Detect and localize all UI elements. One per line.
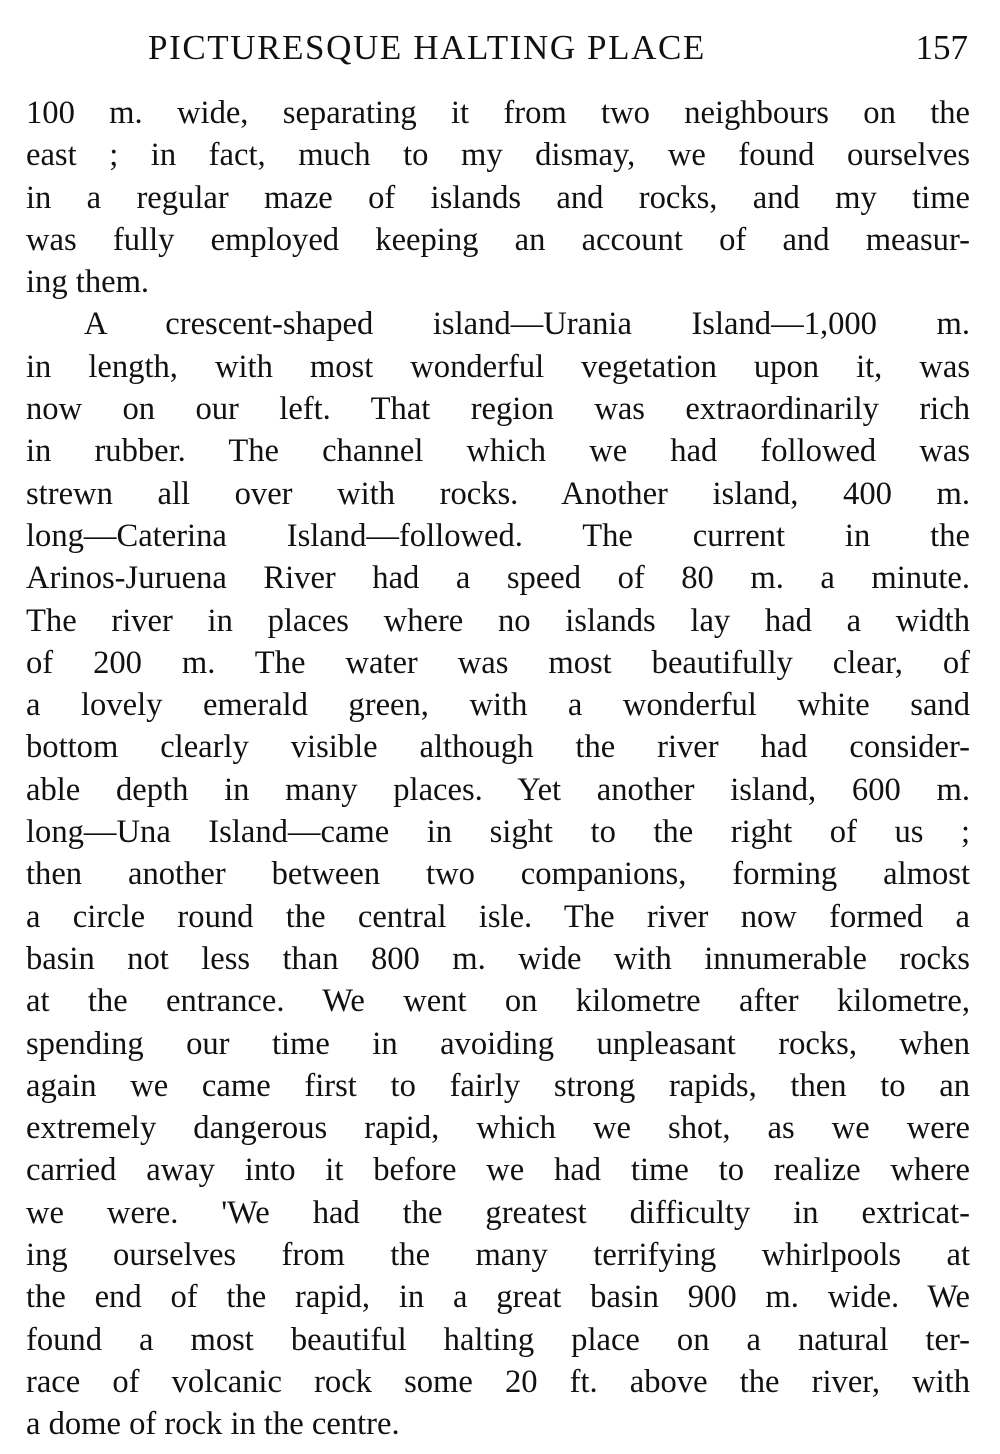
text-line: race of volcanic rock some 20 ft. above the river, with — [26, 1363, 970, 1400]
running-title: PICTURESQUE HALTING PLACE — [148, 28, 706, 67]
text-line: spending our time in avoiding unpleasant rocks, when — [26, 1025, 970, 1062]
text-line: in a regular maze of islands and rocks, and my time — [26, 179, 970, 216]
paragraph-start-line: A crescent-shaped island—Urania Island—1,000 m. — [84, 306, 970, 343]
text-line: a lovely emerald green, with a wonderful white sand — [26, 687, 970, 724]
text-line: able depth in many places. Yet another island, 600 m. — [26, 771, 970, 808]
text-line: again we came first to fairly strong rapids, then to an — [26, 1067, 970, 1104]
text-line: the end of the rapid, in a great basin 900 m. wide. We — [26, 1279, 970, 1316]
text-line: bottom clearly visible although the river had consider- — [26, 729, 970, 766]
text-line: long—Caterina Island—followed. The current in the — [26, 517, 970, 554]
text-line: in rubber. The channel which we had followed was — [26, 433, 970, 470]
text-line: carried away into it before we had time to realize where — [26, 1152, 970, 1189]
text-line: 100 m. wide, separating it from two neighbours on the — [26, 95, 970, 131]
paragraph-end-line: ing them. — [26, 264, 150, 301]
page-number: 157 — [915, 28, 968, 67]
text-line: we were. 'We had the greatest difficulty in extricat- — [26, 1194, 970, 1231]
text-line: ing ourselves from the many terrifying whirlpools at — [26, 1237, 970, 1274]
text-line: found a most beautiful halting place on a natural ter- — [26, 1321, 970, 1358]
text-line: extremely dangerous rapid, which we shot, as we were — [26, 1110, 970, 1147]
paragraph-end-line: a dome of rock in the centre. — [26, 1406, 400, 1443]
text-line: Arinos-Juruena River had a speed of 80 m. a minute. — [26, 560, 970, 597]
text-line: east ; in fact, much to my dismay, we found ourselves — [26, 137, 970, 174]
text-line: in length, with most wonderful vegetation upon it, was — [26, 348, 970, 385]
text-line: a circle round the central isle. The river now formed a — [26, 898, 970, 935]
text-line: strewn all over with rocks. Another island, 400 m. — [26, 475, 970, 512]
running-head — [0, 26, 1000, 70]
text-line: was fully employed keeping an account of and measur- — [26, 221, 970, 258]
text-line: long—Una Island—came in sight to the right of us ; — [26, 814, 970, 851]
body-text — [26, 92, 970, 1446]
text-line: then another between two companions, forming almost — [26, 856, 970, 893]
text-line: of 200 m. The water was most beautifully clear, of — [26, 644, 970, 681]
text-line: now on our left. That region was extraordinarily rich — [26, 391, 970, 428]
text-line: at the entrance. We went on kilometre after kilometre, — [26, 983, 970, 1020]
text-line: basin not less than 800 m. wide with innumerable rocks — [26, 940, 970, 977]
text-line: The river in places where no islands lay had a width — [26, 602, 970, 639]
